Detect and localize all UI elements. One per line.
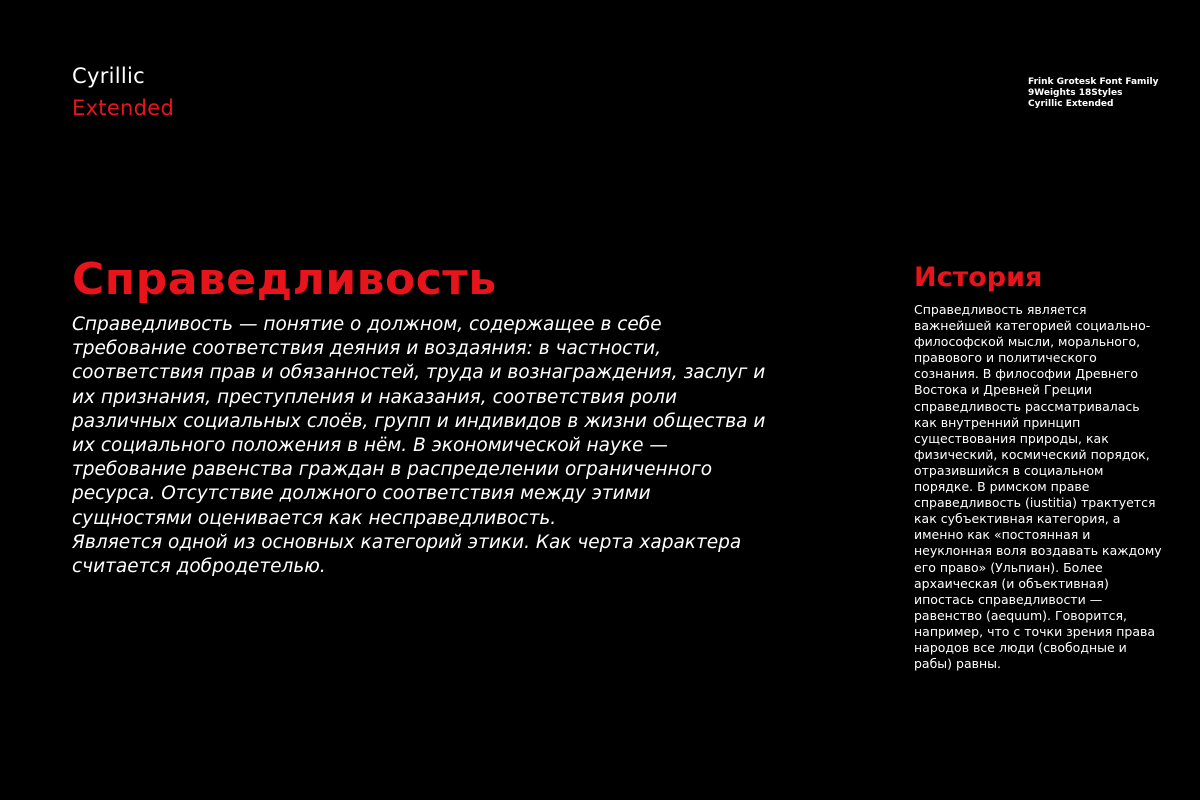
font-info-weights: 9Weights 18Styles bbox=[1028, 88, 1123, 98]
main-paragraph-definition: Справедливость — понятие о должном, содержащее в себе требование соответствия деяния и воздаяния: в частности, соответствия прав и обязанностей, труда и вознаграждения, заслуг и их признания, преступления и наказания, соответствия роли различных социальных слоёв, групп и индивидов в жизни общества и их социального положения в нём. В экономической науке — требование равенства граждан в распределении ограниченного ресурса. Отсутствие должного соответствия между этими сущностями оценивается как несправедливость. bbox=[72, 314, 766, 529]
sidebar-title: История bbox=[914, 262, 1043, 293]
font-info-script: Cyrillic Extended bbox=[1028, 99, 1114, 109]
header-line-extended: Extended bbox=[72, 96, 175, 120]
header-label bbox=[72, 60, 174, 124]
main-paragraph-ethics: Является одной из основных категорий этики. Как черта характера считается добродетелью. bbox=[72, 531, 742, 578]
main-title: Справедливость bbox=[72, 254, 497, 305]
header-line-cyrillic: Cyrillic bbox=[72, 64, 146, 88]
sidebar-text: Справедливость является важнейшей категорией социально-философской мысли, морального, правового и политического сознания. В философии Древнего Востока и Древней Греции справедливость рассматривалась как внутренний принцип существования природы, как физический, космический порядок, отразившийся в социальном порядке. В римском праве справедливость (iustitia) трактуется как субъективная категория, а именно как «постоянная и неуклонная воля воздавать каждому его право» (Ульпиан). Более архаическая (и объективная) ипостась справедливости — равенство (aequum). Говорится, например, что с точки зрения права народов все люди (свободные и рабы) равны. bbox=[914, 302, 1162, 672]
main-body bbox=[72, 313, 772, 579]
font-info-family: Frink Grotesk Font Family bbox=[1028, 77, 1159, 87]
font-info bbox=[1028, 77, 1158, 110]
